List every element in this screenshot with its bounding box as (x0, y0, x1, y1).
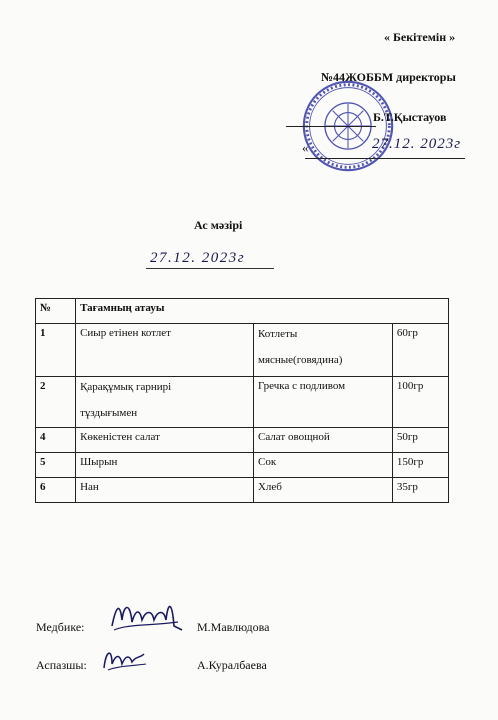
portion-amount: 50гр (392, 428, 448, 453)
nurse-signature (108, 596, 188, 636)
dish-name-russian: Хлеб (253, 478, 392, 503)
dish-name-russian (253, 324, 392, 377)
nurse-label: Медбике: (36, 620, 85, 634)
row-number: 2 (36, 377, 76, 428)
nurse-name: М.Мавлюдова (197, 620, 270, 634)
dish-name-kazakh (76, 377, 254, 428)
approval-heading: « Бекітемін » (384, 30, 456, 44)
row-number: 1 (36, 324, 76, 377)
table-row (36, 377, 449, 428)
director-title: №44ЖОББМ директоры (321, 70, 456, 84)
approval-date-quote: « (302, 140, 309, 155)
row-number: 6 (36, 478, 76, 503)
cook-label: Аспазшы: (36, 658, 87, 672)
director-signature-line (286, 126, 376, 127)
menu-title: Ас мәзірі (194, 218, 243, 232)
portion-amount: 100гр (392, 377, 448, 428)
dish-name-kazakh-line: Қарақұмық гарнирі (80, 381, 172, 393)
portion-amount: 60гр (392, 324, 448, 377)
approval-date-line (305, 158, 465, 159)
table-row (36, 324, 449, 377)
dish-name-kazakh-line: тұздығымен (80, 407, 138, 419)
dish-name-russian: Сок (253, 453, 392, 478)
approval-date-handwritten: 27.12. 2023г (372, 136, 462, 152)
director-name: Б.Т.Қыстауов (373, 110, 447, 124)
column-header-number: № (36, 299, 76, 324)
cook-signature (98, 644, 150, 674)
cook-name: А.Куралбаева (197, 658, 267, 672)
table-row (36, 428, 449, 453)
dish-name-russian-line: Котлеты (257, 328, 298, 340)
dish-name-kazakh: Көкеністен салат (76, 428, 254, 453)
column-header-dish-name: Тағамның атауы (76, 299, 449, 324)
menu-date-handwritten: 27.12. 2023г (150, 250, 246, 266)
dish-name-russian: Салат овощной (253, 428, 392, 453)
dish-name-kazakh: Шырын (76, 453, 254, 478)
row-number: 4 (36, 428, 76, 453)
menu-date-line (146, 268, 274, 269)
table-header-row (36, 299, 449, 324)
menu-table (35, 298, 449, 503)
portion-amount: 150гр (392, 453, 448, 478)
dish-name-russian-line: мясные(говядина) (257, 354, 343, 366)
dish-name-kazakh: Нан (76, 478, 254, 503)
dish-name-kazakh: Сиыр етінен котлет (76, 324, 254, 377)
portion-amount: 35гр (392, 478, 448, 503)
table-row (36, 478, 449, 503)
dish-name-russian: Гречка с подливом (253, 377, 392, 428)
row-number: 5 (36, 453, 76, 478)
table-row (36, 453, 449, 478)
